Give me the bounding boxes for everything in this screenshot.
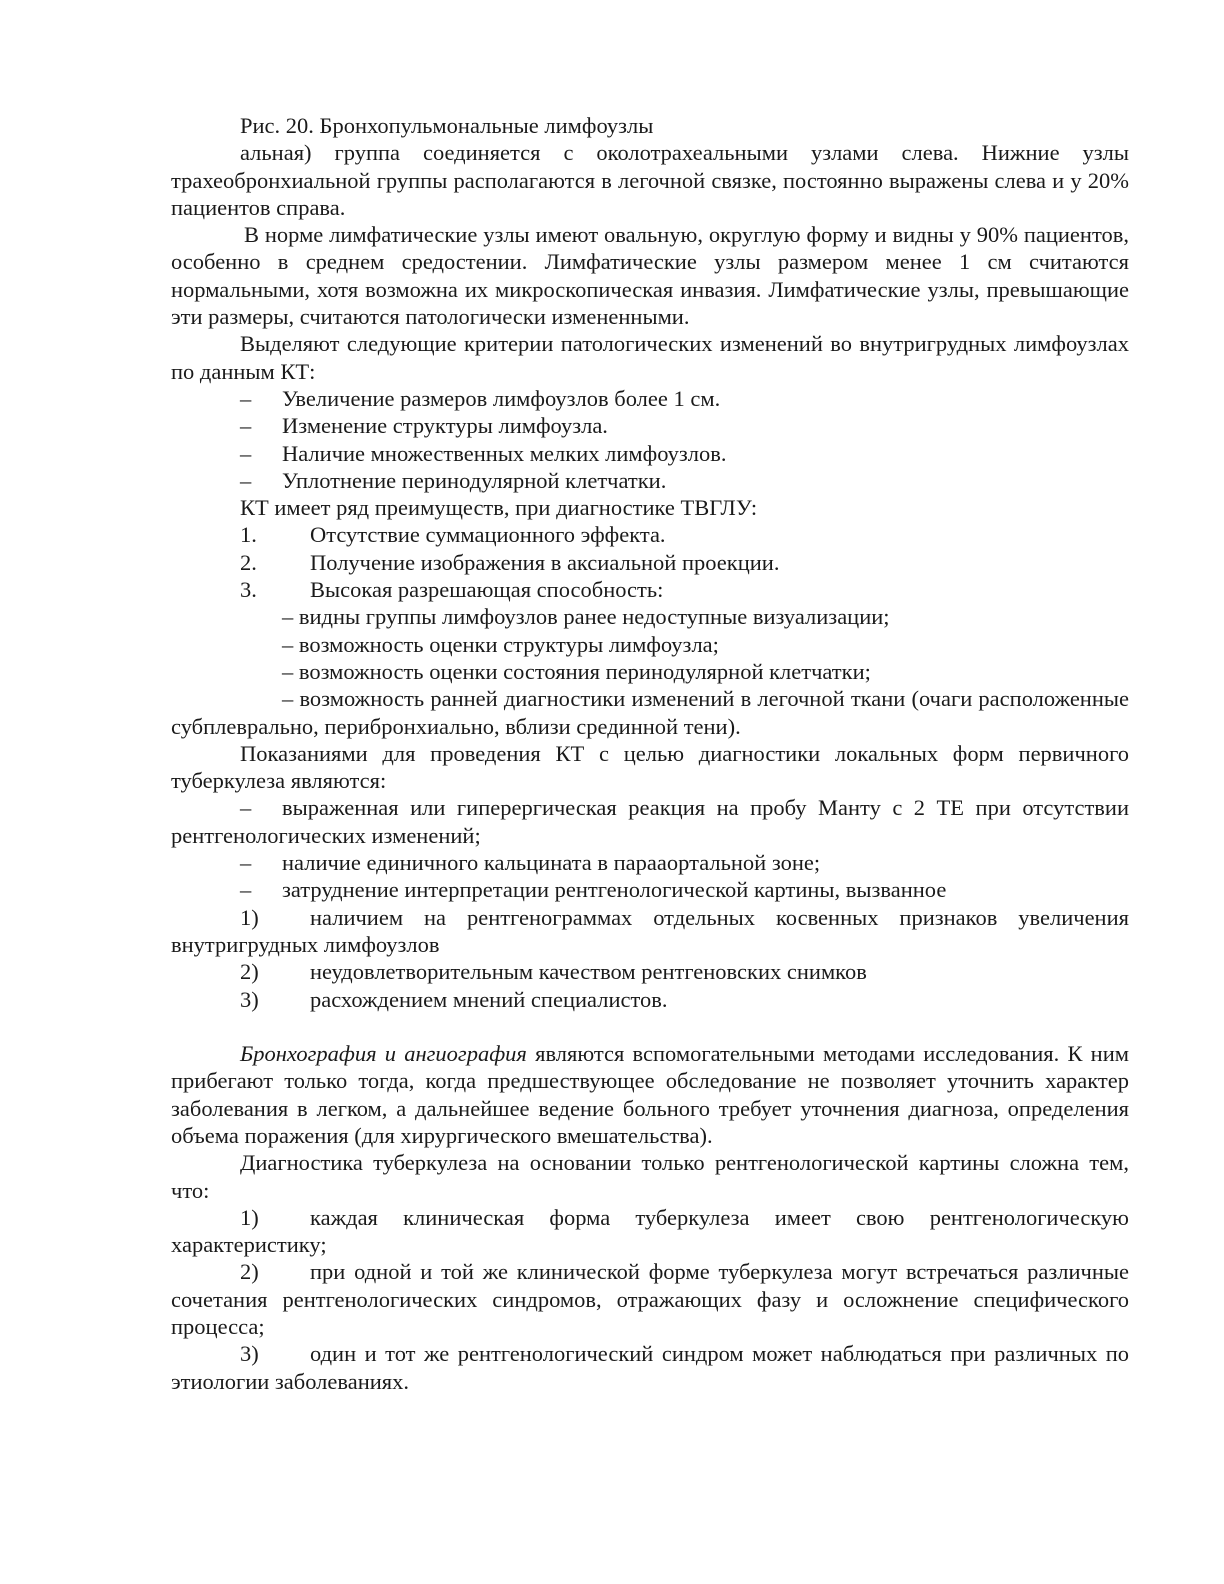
reasons-list	[171, 1204, 1129, 1395]
dash-marker: –	[240, 440, 252, 466]
blank-line	[171, 1013, 1129, 1040]
paragraph: КТ имеет ряд преимуществ, при диагностике ТВГЛУ:	[240, 495, 758, 521]
dash-marker: –	[240, 877, 252, 903]
list-item: – возможность оценки структуры лимфоузла;	[282, 631, 719, 657]
italic-term: Бронхография и ангиография	[240, 1041, 527, 1067]
list-item: 2) при одной и той же клинической форме туберкулеза могут встречаться различные сочетания рентгенологических синдромов, отражающих фазу и осложнение специфического процесса;	[171, 1259, 1129, 1340]
paragraph: Выделяют следующие критерии патологических изменений во внутригрудных лимфоузлах по данным КТ:	[171, 331, 1129, 384]
list-item: 2. Получение изображения в аксиальной проекции.	[240, 549, 780, 575]
list-item: 1. Отсутствие суммационного эффекта.	[240, 522, 666, 548]
list-item: 2) неудовлетворительным качеством рентгеновских снимков	[240, 959, 867, 985]
list-item: – наличие единичного кальцината в парааортальной зоне;	[240, 850, 821, 876]
list-item: – затруднение интерпретации рентгенологической картины, вызванное	[240, 877, 947, 903]
list-number: 2)	[240, 1259, 259, 1285]
sub-list	[171, 603, 1129, 739]
list-number: 2)	[240, 959, 259, 985]
indications-list	[171, 794, 1129, 903]
list-item: 3) расхождением мнений специалистов.	[240, 986, 668, 1012]
figure-caption: Рис. 20. Бронхопульмональные лимфоузлы	[240, 113, 654, 138]
list-item: – Увеличение размеров лимфоузлов более 1 см.	[240, 385, 721, 411]
causes-list	[171, 904, 1129, 1013]
dash-marker: –	[240, 467, 252, 493]
list-item: 3) один и тот же рентгенологический синдром может наблюдаться при различных по этиологии заболеваниях.	[171, 1341, 1129, 1394]
dash-marker: –	[240, 413, 252, 439]
list-item: 1) наличием на рентгенограммах отдельных косвенных признаков увеличения внутригрудных лимфоузлов	[171, 904, 1129, 957]
list-item: – возможность ранней диагностики изменений в легочной ткани (очаги расположенные субплеврально, перибронхиально, вблизи срединной тени).	[171, 686, 1129, 739]
criteria-list	[171, 385, 1129, 494]
list-item: – Уплотнение перинодулярной клетчатки.	[240, 467, 667, 493]
advantages-list	[171, 521, 1129, 603]
dash-marker: –	[240, 850, 252, 876]
list-number: 1)	[240, 904, 259, 930]
list-item: 1) каждая клиническая форма туберкулеза имеет свою рентгенологическую характеристику;	[171, 1204, 1129, 1258]
list-item: – Наличие множественных мелких лимфоузлов.	[240, 440, 727, 466]
document-body	[171, 112, 1129, 1395]
list-number: 3)	[240, 1341, 259, 1367]
list-number: 2.	[240, 549, 257, 575]
paragraph: Показаниями для проведения КТ с целью диагностики локальных форм первичного туберкулеза являются:	[171, 740, 1129, 794]
list-item: 3. Высокая разрешающая способность:	[240, 577, 664, 603]
list-number: 1.	[240, 522, 257, 548]
list-number: 1)	[240, 1204, 259, 1230]
list-number: 3.	[240, 577, 257, 603]
list-number: 3)	[240, 986, 259, 1012]
paragraph: В норме лимфатические узлы имеют овальную, округлую форму и видны у 90% пациентов, особенно в среднем средостении. Лимфатические узлы размером менее 1 см считаются нормальными, хотя возможна их микроскопическая инвазия. Лимфатические узлы, превышающие эти размеры, считаются патологически измененными.	[171, 222, 1129, 330]
list-item: – выраженная или гиперергическая реакция на пробу Манту с 2 ТЕ при отсутствии рентгенологических изменений;	[171, 795, 1129, 848]
dash-marker: –	[240, 385, 252, 411]
dash-marker: –	[240, 795, 252, 821]
paragraph: Диагностика туберкулеза на основании только рентгенологической картины сложна тем, что:	[171, 1150, 1129, 1203]
paragraph: Бронхография и ангиография являются вспомогательными методами исследования. К ним прибегают только тогда, когда предшествующее обследование не позволяет уточнить характер заболевания в легком, а дальнейшее ведение больного требует уточнения диагноза, определения объема поражения (для хирургического вмешательства).	[171, 1041, 1129, 1148]
paragraph: альная) группа соединяется с околотрахеальными узлами слева. Нижние узлы трахеобронхиальной группы располагаются в легочной связке, постоянно выражены слева и у 20% пациентов справа.	[171, 140, 1129, 220]
list-item: – видны группы лимфоузлов ранее недоступные визуализации;	[282, 604, 890, 630]
list-item: – Изменение структуры лимфоузла.	[240, 413, 608, 439]
list-item: – возможность оценки состояния перинодулярной клетчатки;	[282, 658, 871, 684]
